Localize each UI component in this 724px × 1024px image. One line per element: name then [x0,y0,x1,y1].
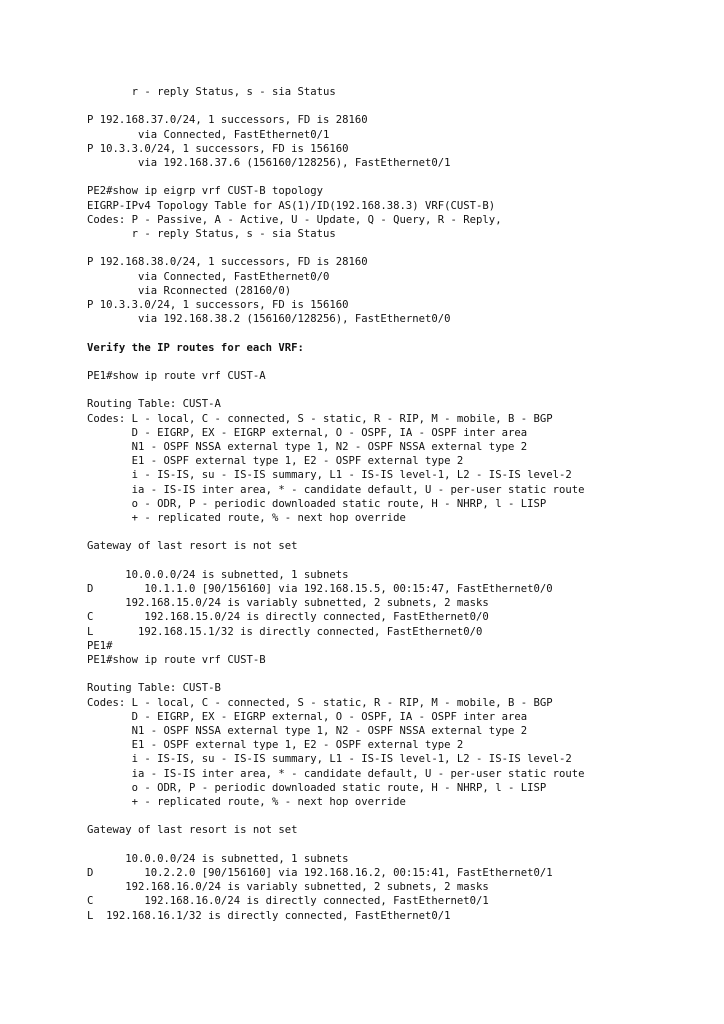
blank-line [87,170,707,184]
code-line: D 10.1.1.0 [90/156160] via 192.168.15.5, 00:15:47, FastEthernet0/0 [87,582,553,595]
code-line: EIGRP-IPv4 Topology Table for AS(1)/ID(192.168.38.3) VRF(CUST-B) [87,199,496,212]
blank-line [87,383,707,397]
code-line: ia - IS-IS inter area, * - candidate default, U - per-user static route [87,767,585,780]
code-line: Codes: L - local, C - connected, S - static, R - RIP, M - mobile, B - BGP [87,412,553,425]
code-line: i - IS-IS, su - IS-IS summary, L1 - IS-IS level-1, L2 - IS-IS level-2 [87,753,572,766]
code-line: Routing Table: CUST-A [87,398,221,411]
code-line: r - reply Status, s - sia Status [87,228,336,240]
blank-line [87,99,707,113]
code-line: + - replicated route, % - next hop override [87,512,406,524]
code-line: D - EIGRP, EX - EIGRP external, O - OSPF, IA - OSPF inter area [87,426,528,439]
code-line: Routing Table: CUST-B [87,682,221,695]
code-line: C 192.168.15.0/24 is directly connected, FastEthernet0/0 [87,611,489,624]
code-line: D - EIGRP, EX - EIGRP external, O - OSPF, IA - OSPF inter area [87,710,528,723]
code-line: Codes: L - local, C - connected, S - static, R - RIP, M - mobile, B - BGP [87,696,553,709]
code-line: E1 - OSPF external type 1, E2 - OSPF external type 2 [87,739,464,752]
code-line: PE2#show ip eigrp vrf CUST-B topology [87,185,323,198]
code-line: PE1#show ip route vrf CUST-A [87,369,266,382]
code-line: o - ODR, P - periodic downloaded static route, H - NHRP, l - LISP [87,497,547,510]
section-eigrp-topology [87,85,707,341]
code-line: ia - IS-IS inter area, * - candidate default, U - per-user static route [87,483,585,496]
code-line: N1 - OSPF NSSA external type 1, N2 - OSPF NSSA external type 2 [87,440,528,453]
blank-line [87,667,707,681]
code-line: Codes: P - Passive, A - Active, U - Update, Q - Query, R - Reply, [87,213,502,226]
code-line: o - ODR, P - periodic downloaded static route, H - NHRP, l - LISP [87,781,547,794]
code-line: PE1# [87,639,113,652]
section-route-cust-b [87,667,707,923]
document-page [87,85,707,923]
blank-line [87,554,707,568]
code-line: via Rconnected (28160/0) [87,284,292,297]
code-line: via 192.168.38.2 (156160/128256), FastEthernet0/0 [87,313,451,326]
code-line: L 192.168.16.1/32 is directly connected, FastEthernet0/1 [87,909,451,922]
code-line: N1 - OSPF NSSA external type 1, N2 - OSPF NSSA external type 2 [87,725,528,737]
code-line: via Connected, FastEthernet0/0 [87,270,330,283]
code-line: i - IS-IS, su - IS-IS summary, L1 - IS-IS level-1, L2 - IS-IS level-2 [87,469,572,482]
code-line: C 192.168.16.0/24 is directly connected, FastEthernet0/1 [87,895,489,908]
code-line: D 10.2.2.0 [90/156160] via 192.168.16.2, 00:15:41, FastEthernet0/1 [87,867,553,879]
code-line: L 192.168.15.1/32 is directly connected, FastEthernet0/0 [87,625,483,638]
blank-line [87,326,707,340]
blank-line [87,838,707,852]
code-line: via Connected, FastEthernet0/1 [87,128,330,141]
code-line: 192.168.16.0/24 is variably subnetted, 2 subnets, 2 masks [87,881,489,894]
code-line: 192.168.15.0/24 is variably subnetted, 2 subnets, 2 masks [87,597,489,610]
code-line: r - reply Status, s - sia Status [87,86,336,98]
code-line: P 10.3.3.0/24, 1 successors, FD is 156160 [87,142,349,155]
code-line: P 192.168.38.0/24, 1 successors, FD is 28160 [87,256,368,269]
code-line: P 192.168.37.0/24, 1 successors, FD is 28160 [87,114,368,127]
code-line: Gateway of last resort is not set [87,824,298,837]
code-line: Gateway of last resort is not set [87,540,298,553]
code-line: via 192.168.37.6 (156160/128256), FastEthernet0/1 [87,157,451,169]
section-route-cust-a [87,355,707,667]
code-line: 10.0.0.0/24 is subnetted, 1 subnets [87,568,349,581]
code-line: + - replicated route, % - next hop override [87,796,406,809]
blank-line [87,525,707,539]
blank-line [87,355,707,369]
section-title: Verify the IP routes for each VRF: [87,341,304,354]
blank-line [87,809,707,823]
code-line: P 10.3.3.0/24, 1 successors, FD is 156160 [87,299,349,311]
blank-line [87,241,707,255]
code-line: 10.0.0.0/24 is subnetted, 1 subnets [87,852,349,865]
section-heading [87,341,707,355]
code-line: E1 - OSPF external type 1, E2 - OSPF external type 2 [87,455,464,468]
code-line: PE1#show ip route vrf CUST-B [87,654,266,666]
